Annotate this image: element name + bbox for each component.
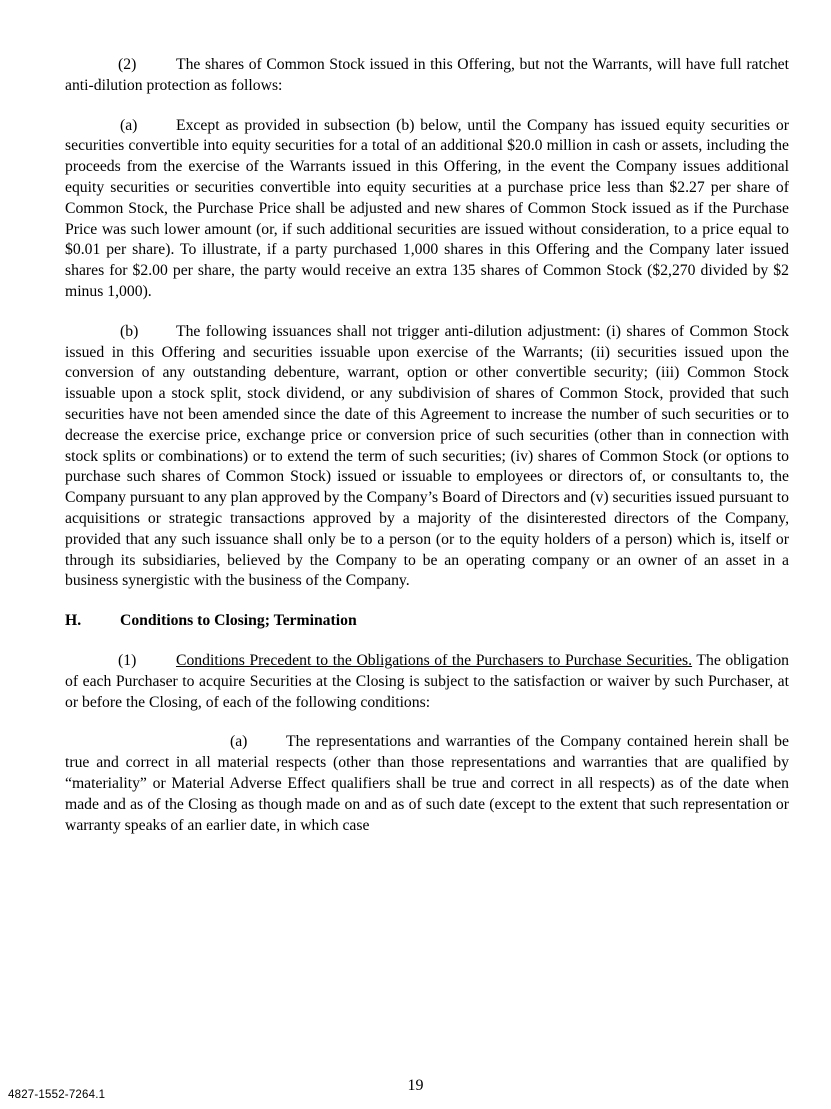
subparagraph-b-text: The following issuances shall not trigger anti-dilution adjustment: (i) shares of Common Stock issued in this Offering and securities issuable upon exercise of the Warrants; (ii) securities issued upon the conversion of any outstanding debenture, warrant, option or other convertible security; (iii) Common Stock issuable upon a stock split, stock dividend, or any subdivision of shares of Common Stock, provided that such securities have not been amended since the date of this Agreement to increase the number of such securities or to decrease the exercise price, exchange price or conversion price of such securities (other than in connection with stock splits or combinations) or to extend the term of such securities; (iv) shares of Common Stock (or options to purchase such shares of Common Stock) issued or issuable to employees or directors of, or consultants to, the Company pursuant to any plan approved by the Company’s Board of Directors and (v) securities issued pursuant to acquisitions or strategic transactions approved by a majority of the disinterested directors of the Company, provided that any such issuance shall only be to a person (or to the equity holders of a person) which is, itself or through its subsidiaries, believed by the Company to be an operating company or an owner of an asset in a business synergistic with the business of the Company. bbox=[65, 322, 789, 590]
paragraph-2 bbox=[65, 55, 789, 97]
subparagraph-a-text: Except as provided in subsection (b) below, until the Company has issued equity securities or securities convertible into equity securities for a total of an additional $20.0 million in cash or assets, including the proceeds from the exercise of the Warrants issued in this Offering, in the event the Company issues additional equity securities or securities convertible into equity securities at a purchase price less than $2.27 per share of Common Stock, the Purchase Price shall be adjusted and new shares of Common Stock issued as if the Purchase Price was such lower amount (or, if such additional securities are issued without consideration, to a price equal to $0.01 per share). To illustrate, if a party purchased 1,000 shares in this Offering and the Company later issued shares for $2.00 per share, the party would receive an extra 135 shares of Common Stock ($2,270 divided by $2 minus 1,000). bbox=[65, 116, 789, 300]
section-h-title: Conditions to Closing; Termination bbox=[120, 612, 357, 630]
subparagraph-a-conditions bbox=[65, 732, 789, 836]
subparagraph-b-label: (b) bbox=[120, 322, 139, 340]
section-h-label: H. bbox=[65, 612, 82, 630]
document-id-footer: 4827-1552-7264.1 bbox=[8, 1089, 106, 1101]
paragraph-1-text: The obligation of each Purchaser to acquire Securities at the Closing is subject to the satisfaction or waiver by such Purchaser, at or before the Closing, of each of the following conditions: bbox=[65, 651, 790, 711]
subparagraph-a-conditions-text: The representations and warranties of the Company contained herein shall be true and correct in all material respects (other than those representations and warranties that are qualified by “materiality” or Material Adverse Effect qualifiers shall be true and correct in all respects) as of the date when made and as of the Closing as though made on and as of such date (except to the extent that such representation or warranty speaks of an earlier date, in which case bbox=[65, 733, 789, 834]
section-h-heading bbox=[65, 611, 789, 632]
paragraph-1 bbox=[65, 651, 789, 713]
subparagraph-b bbox=[65, 322, 789, 592]
paragraph-1-label: (1) bbox=[118, 651, 137, 669]
paragraph-1-underlined-heading: Conditions Precedent to the Obligations of the Purchasers to Purchase Securities. bbox=[176, 651, 693, 669]
paragraph-2-text: The shares of Common Stock issued in this Offering, but not the Warrants, will have full ratchet anti-dilution protection as follows: bbox=[65, 56, 789, 94]
subparagraph-a bbox=[65, 116, 789, 303]
subparagraph-a-conditions-label: (a) bbox=[230, 733, 248, 751]
page-number: 19 bbox=[407, 1077, 424, 1094]
subparagraph-a-label: (a) bbox=[120, 116, 138, 134]
paragraph-2-label: (2) bbox=[118, 56, 137, 73]
